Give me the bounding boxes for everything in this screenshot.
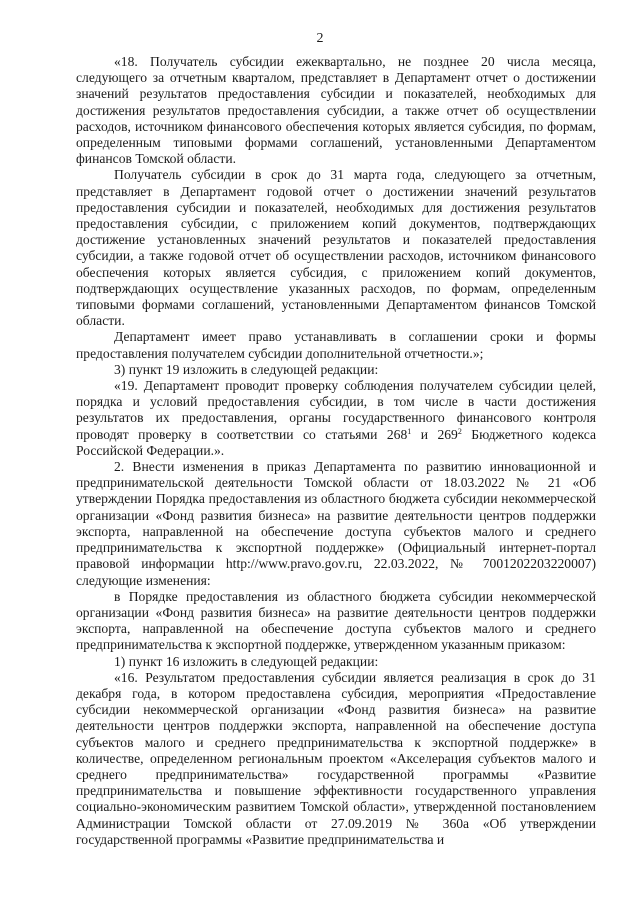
paragraph-16: «16. Результатом предоставления субсидии является реализация в срок до 31 декабря года, в котором предоставлена субсидия, мероприятия «Предоставление субсидии некоммерческой организации «Фонд развития бизнеса» на развитие деятельности центров поддержки экспорта, направленной на обеспечение доступа субъектов малого и среднего предпринимательства к экспортной поддержке» в количестве, определенном региональным проектом «Акселерация субъектов малого и среднего предпринимательства» государственной программы «Развитие предпринимательства и повышение эффективности государственного управления социально-экономическим развитием Томской области», утвержденной постановлением Администрации Томской области от 27.09.2019 № 360а «Об утверждении государственной программы «Развитие предпринимательства и: [76, 669, 596, 847]
paragraph-annual-report: Получатель субсидии в срок до 31 марта года, следующего за отчетным, представляет в Департамент годовой отчет о достижении значений результатов предоставления субсидии и показателей, необходимых для достижения результатов предоставления субсидии, с приложением копий документов, подтверждающих достижение установленных значений результатов и показателей предоставления субсидии, а также годовой отчет об осуществлении расходов, источником финансового обеспечения которых является субсидия, с приложением копий документов, подтверждающих осуществление указанных расходов, по формам, определенным типовыми формами соглашений, установленными Департаментом финансов Томской области.: [76, 167, 596, 329]
paragraph-18: «18. Получатель субсидии ежеквартально, не позднее 20 числа месяца, следующего за отчетным кварталом, представляет в Департамент отчет о достижении значений результатов предоставления субсидии и показателей, необходимых для достижения результатов предоставления субсидии, а также отчет об осуществлении расходов, источником финансового обеспечения которых является субсидия, по формам, определенным типовыми формами соглашений, установленными Департаментом финансов Томской области.: [76, 54, 596, 167]
paragraph-procedure: в Порядке предоставления из областного бюджета субсидии некоммерческой организации «Фонд развития бизнеса» на развитие деятельности центров поддержки экспорта, направленной на обеспечение доступа субъектов малого и среднего предпринимательства к экспортной поддержке, утвержденном указанным приказом:: [76, 588, 596, 653]
paragraph-19: [76, 378, 596, 459]
paragraph-19-text-end: Бюджетного кодекса Российской Федерации.».: [76, 426, 597, 458]
document-body: [76, 54, 596, 848]
paragraph-additional-reporting: Департамент имеет право устанавливать в соглашении сроки и формы предоставления получателем субсидии дополнительной отчетности.»;: [76, 329, 596, 361]
footnote-sup-1: 1: [407, 426, 412, 436]
paragraph-19-text-start: «19. Департамент проводит проверку соблюдения получателем субсидии целей, порядка и условий предоставления субсидии, в том числе в части достижения результатов их предоставления, органы государственного финансового контроля проводят проверку в соответствии со статьями 268: [76, 378, 596, 442]
paragraph-19-text-mid: и 269: [411, 426, 458, 442]
paragraph-order-amendment: 2. Внести изменения в приказ Департамента по развитию инновационной и предпринимательской деятельности Томской области от 18.03.2022 № 21 «Об утверждении Порядка предоставления из областного бюджета субсидии некоммерческой организации «Фонд развития бизнеса» на развитие деятельности центров поддержки экспорта, направленной на обеспечение доступа субъектов малого и среднего предпринимательства к экспортной поддержке» (Официальный интернет-портал правовой информации http://www.pravo.gov.ru, 22.03.2022, № 7001202203220007) следующие изменения:: [76, 459, 596, 588]
footnote-sup-2: 2: [457, 426, 462, 436]
page-number: 2: [316, 31, 324, 46]
paragraph-item-16-intro: 1) пункт 16 изложить в следующей редакции:: [114, 653, 379, 669]
paragraph-item-19-intro: 3) пункт 19 изложить в следующей редакции:: [114, 361, 379, 377]
